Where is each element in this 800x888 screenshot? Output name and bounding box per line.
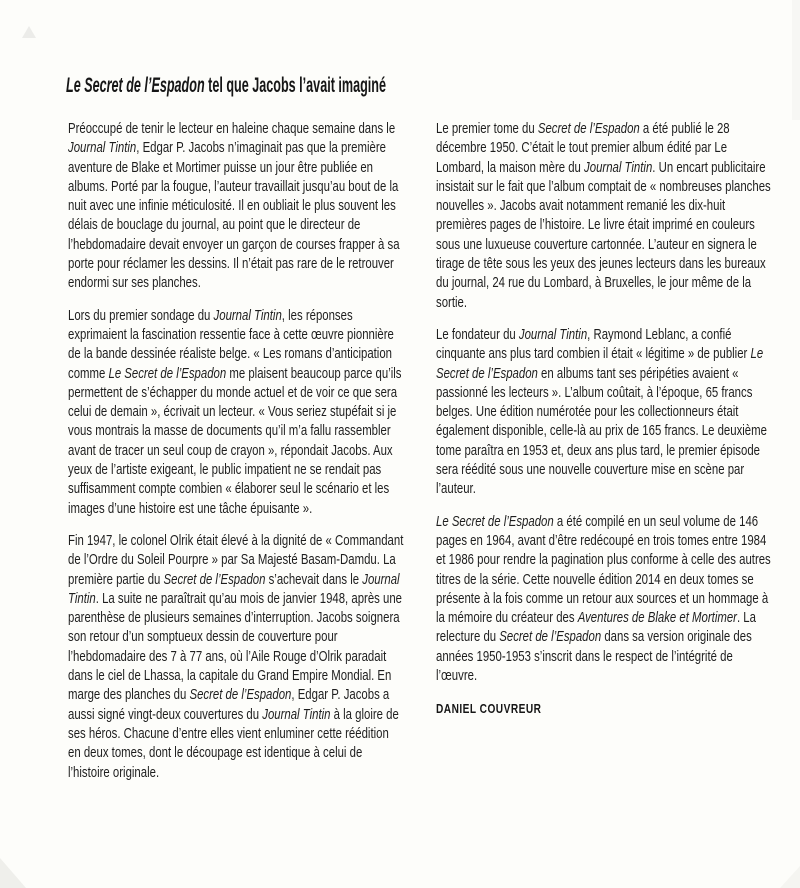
paragraph [68, 120, 403, 294]
work-title-segment: Journal Tintin [68, 140, 137, 157]
text-segment: Préoccupé de tenir le lecteur en haleine chaque semaine dans le [68, 121, 396, 137]
byline: DANIEL COUVREUR [436, 701, 542, 717]
work-title-segment: Secret de l’Espadon [189, 687, 292, 704]
article-title-rest: tel que Jacobs l’avait imaginé [204, 74, 387, 97]
article-title-work-name: Le Secret de l’Espadon [66, 74, 205, 97]
text-segment: s’achevait dans le [265, 571, 363, 588]
left-column-paragraphs [68, 120, 403, 783]
text-segment: , les réponses exprimaient la fascination ressentie face à cette œuvre pionnière de la bande dessinée réaliste belge. « Les romans d’anticipation comme [68, 307, 394, 382]
text-segment: à la gloire de ses héros. Chacune d’entre elles vient enluminer cette réédition en deux tomes, dont le découpage est identique à celui de l’histoire originale. [68, 706, 399, 781]
scan-artifact-bottom-left [0, 858, 26, 888]
work-title-segment: Journal Tintin [584, 159, 653, 176]
paragraph [68, 307, 403, 519]
text-segment: a été compilé en un seul volume de 146 pages en 1964, avant d’être redécoupé en trois tomes entre 1984 et 1986 pour rendre la pagination plus conforme à celle des autres titres de la série. Cette nouvelle édition 2014 en deux tomes se présente à la fois comme un retour aux sources et un hommage à la mémoire du créateur des [436, 513, 771, 627]
work-title-segment: Aventures de Blake et Mortimer [577, 610, 737, 627]
work-title-segment: Secret de l’Espadon [499, 629, 602, 646]
right-column [436, 120, 771, 719]
paragraph [68, 532, 403, 783]
work-title-segment: Secret de l’Espadon [537, 121, 640, 137]
text-segment: . Un encart publicitaire insistait sur le fait que l’album comptait de « nombreuses planches nouvelles ». Jacobs avait notamment remanié les dix-huit premières pages de l’histoire. Le livre était imprimé en couleurs sous une luxueuse couverture cartonnée. L’auteur en signera le tirage de tête sous les yeux des jeunes lecteurs dans les bureaux du journal, 24 rue du Lombard, à Bruxelles, le jour même de la sortie. [436, 159, 771, 311]
work-title-segment: Secret de l’Espadon [163, 571, 266, 588]
text-segment: Le fondateur du [436, 326, 519, 343]
text-segment: , Edgar P. Jacobs a aussi signé vingt-deux couvertures du [68, 687, 390, 723]
text-segment: , Edgar P. Jacobs n’imaginait pas que la première aventure de Blake et Mortimer puisse un jour être publiée en albums. Porté par la fougue, l’auteur travaillait jusqu’au bout de la nuit avec une infinie méticulosité. Il en oubliait le plus souvent les délais de bouclage du journal, au point que le directeur de l’hebdomadaire devait envoyer un garçon de courses frapper à sa porte pour réclamer les dessins. Il n’était pas rare de le retrouver endormi sur ses planches. [68, 140, 400, 292]
scan-artifact-bottom-right [780, 866, 800, 888]
scan-artifact-top-right [792, 0, 800, 120]
text-segment: a été publié le 28 décembre 1950. C’était le tout premier album édité par Le Lombard, la maison mère du [436, 121, 730, 176]
right-column-paragraphs [436, 120, 771, 686]
paragraph [436, 513, 771, 687]
work-title-segment: Le Secret de l’Espadon [436, 513, 554, 530]
text-segment: , Raymond Leblanc, a confié cinquante ans plus tard combien il était « légitime » de publier [436, 326, 751, 363]
article-title [66, 74, 386, 98]
text-segment: dans sa version originale des années 1950-1953 s’inscrit dans le respect de l’intégrité de l’œuvre. [436, 629, 752, 685]
text-segment: en albums tant ses péripéties avaient « passionné les lecteurs ». L’album coûtait, à l’époque, 65 francs belges. Une édition numérotée pour les collectionneurs était également disponible, celle-là au prix de 165 francs. Le deuxième tome paraîtra en 1953 et, deux ans plus tard, le premier épisode sera réédité sous une nouvelle couverture mise en scène par l’auteur. [436, 365, 767, 498]
left-column [68, 120, 403, 796]
text-segment: . La relecture du [436, 610, 756, 646]
text-segment: Lors du premier sondage du [68, 307, 214, 324]
text-segment: Fin 1947, le colonel Olrik était élevé à la dignité de « Commandant de l’Ordre du Soleil Pourpre » par Sa Majesté Basam-Damdu. La première partie du [68, 532, 404, 588]
work-title-segment: Le Secret de l’Espadon [436, 346, 764, 382]
work-title-segment: Journal Tintin [213, 307, 282, 324]
work-title-segment: Journal Tintin [68, 571, 400, 607]
paragraph [436, 120, 771, 313]
paragraph [436, 326, 771, 500]
scan-artifact-top-left [22, 26, 36, 38]
text-segment: . La suite ne paraîtrait qu’au mois de janvier 1948, après une parenthèse de plusieurs semaines d’interruption. Jacobs soignera son retour d’un somptueux dessin de couverture pour l’hebdomadaire des 7 à 77 ans, où l’Aile Rouge d’Olrik paradait dans le ciel de Lhassa, la capitale du Grand Empire Mondial. En marge des planches du [68, 590, 403, 704]
work-title-segment: Le Secret de l’Espadon [108, 365, 227, 382]
text-segment: me plaisent beaucoup parce qu’ils permettent de s’échapper du monde actuel et de voir ce que sera celui de demain », écrivait un lecteur. « Vous seriez stupéfait si je vous montrais la masse de documents qu’il m’a fallu rassembler avant de tracer un seul coup de crayon », répondait Jacobs. Aux yeux de l’artiste exigeant, le public impatient ne se rendait pas suffisamment compte combien « élaborer seul le scénario et les images d’une histoire est une tâche épuisante ». [68, 365, 402, 517]
work-title-segment: Journal Tintin [262, 706, 331, 723]
text-segment: Le premier tome du [436, 121, 538, 137]
work-title-segment: Journal Tintin [518, 326, 588, 343]
